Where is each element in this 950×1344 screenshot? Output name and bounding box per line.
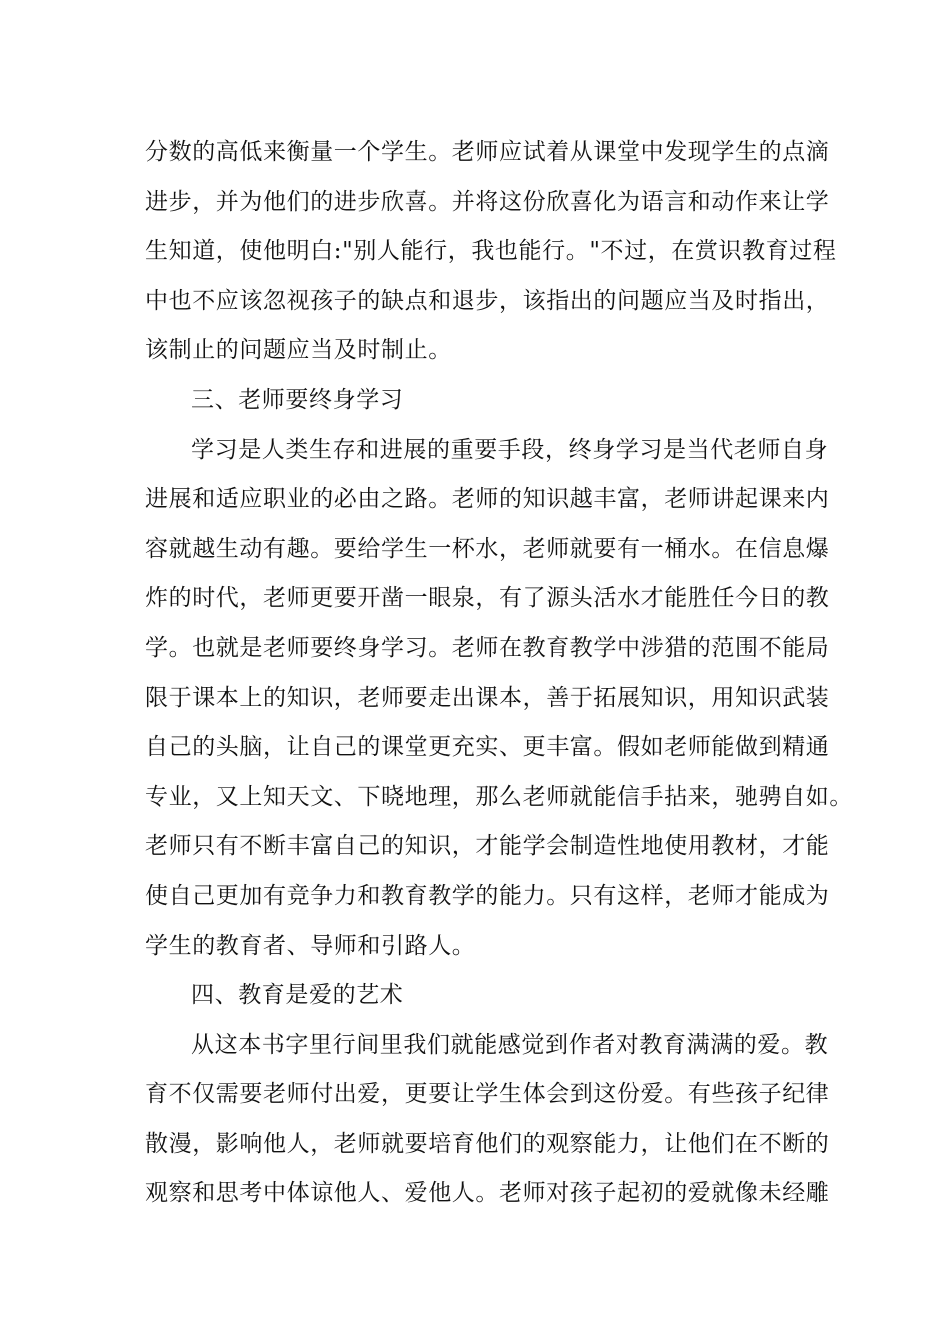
text-line: 使自己更加有竞争力和教育教学的能力。只有这样，老师才能成为 [145, 882, 830, 909]
text-line: 观察和思考中体谅他人、爱他人。老师对孩子起初的爱就像未经雕 [145, 1180, 830, 1207]
text-line: 老师只有不断丰富自己的知识，才能学会制造性地使用教材，才能 [145, 833, 830, 860]
text-line: 学生的教育者、导师和引路人。 [145, 932, 476, 959]
document-body [145, 128, 853, 1219]
paragraph-start: 从这本书字里行间里我们就能感觉到作者对教育满满的爱。教 [191, 1031, 829, 1058]
section-heading-4: 四、教育是爱的艺术 [191, 982, 404, 1009]
text-line: 分数的高低来衡量一个学生。老师应试着从课堂中发现学生的点滴 [145, 139, 830, 165]
section-heading-3: 三、老师要终身学习 [191, 386, 404, 413]
text-line: 中也不应该忽视孩子的缺点和退步，该指出的问题应当及时指出， [145, 287, 830, 314]
text-line: 学。也就是老师要终身学习。老师在教育教学中涉猎的范围不能局 [145, 634, 830, 661]
text-line: 散漫，影响他人，老师就要培育他们的观察能力，让他们在不断的 [145, 1130, 830, 1157]
paragraph-start: 学习是人类生存和进展的重要手段，终身学习是当代老师自身 [191, 436, 829, 463]
text-line: 该制止的问题应当及时制止。 [145, 337, 452, 364]
text-line: 专业，又上知天文、下晓地理，那么老师就能信手拈来，驰骋自如。 [145, 783, 853, 810]
text-line: 限于课本上的知识，老师要走出课本，善于拓展知识，用知识武装 [145, 684, 830, 711]
text-line: 进步，并为他们的进步欣喜。并将这份欣喜化为语言和动作来让学 [145, 188, 830, 215]
text-line: 育不仅需要老师付出爱，更要让学生体会到这份爱。有些孩子纪律 [145, 1081, 830, 1108]
text-line: 自己的头脑，让自己的课堂更充实、更丰富。假如老师能做到精通 [145, 734, 830, 761]
text-line: 容就越生动有趣。要给学生一杯水，老师就要有一桶水。在信息爆 [145, 535, 830, 562]
text-line: 生知道，使他明白:"别人能行，我也能行。"不过，在赏识教育过程 [145, 238, 837, 265]
text-line: 炸的时代，老师更要开凿一眼泉，有了源头活水才能胜任今日的教 [145, 585, 830, 612]
text-line: 进展和适应职业的必由之路。老师的知识越丰富，老师讲起课来内 [145, 486, 830, 513]
